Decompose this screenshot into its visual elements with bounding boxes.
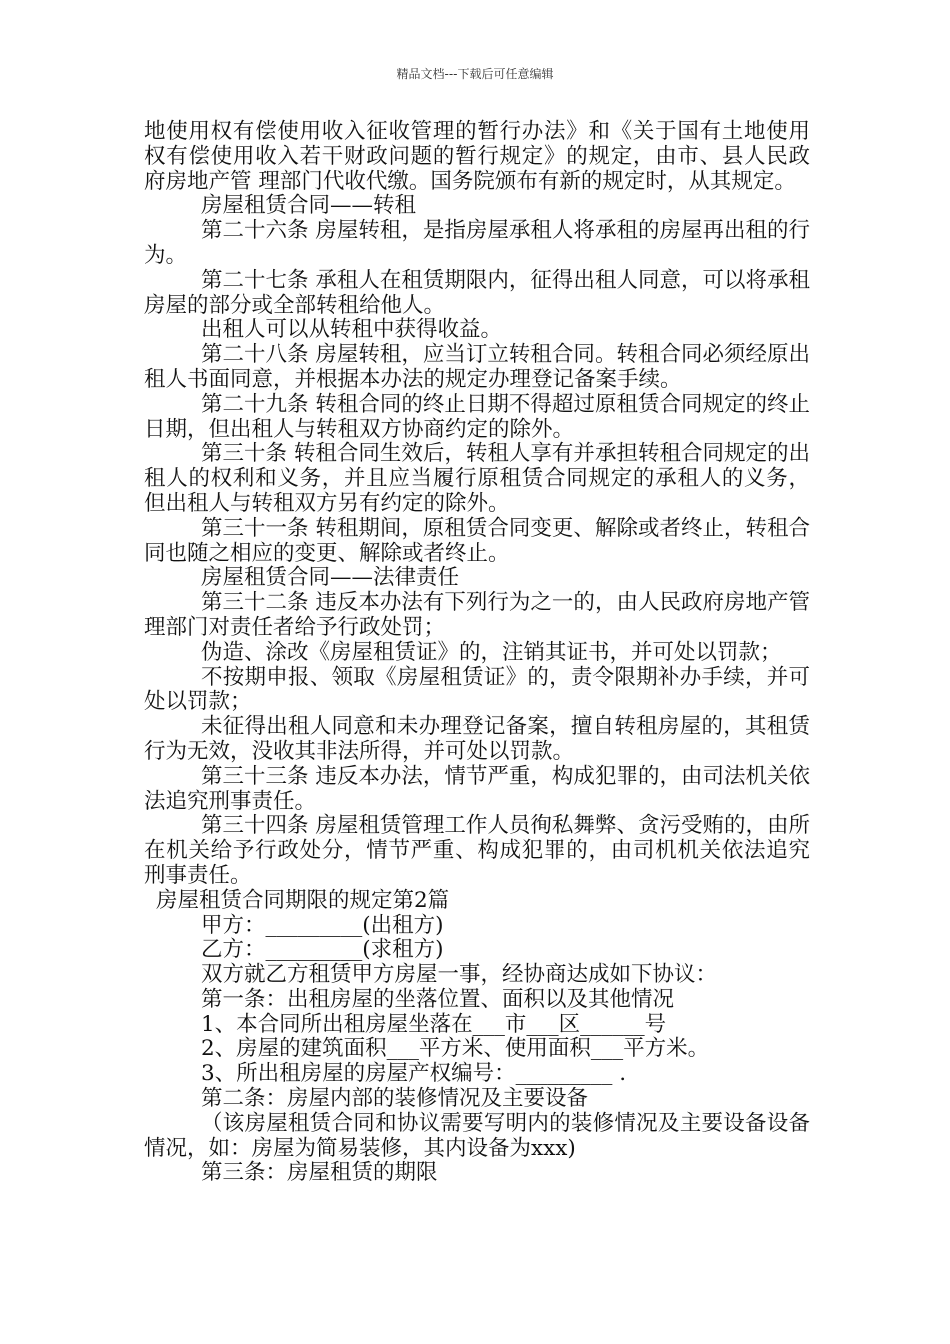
paragraph: 地使用权有偿使用收入征收管理的暂行办法》和《关于国有土地使用权有偿使用收入若干财政问题的暂行规定》的规定，由市、县人民政府房地产管 理部门代收代缴。国务院颁布有新的规定时，从其规定。: [144, 119, 810, 194]
article-heading: 第二条：房屋内部的装修情况及主要设备: [201, 1086, 589, 1112]
clause-item: 2、房屋的建筑面积___平方米、使用面积___平方米。: [201, 1036, 710, 1062]
paragraph: 出租人可以从转租中获得收益。: [201, 317, 503, 343]
clause-item: 1、本合同所出租房屋坐落在___市___区______号: [201, 1011, 667, 1037]
paragraph: 第二十八条 房屋转租，应当订立转租合同。转租合同必须经原出租人书面同意，并根据本办法的规定办理登记备案手续。: [144, 342, 810, 392]
paragraph: 第三十二条 违反本办法有下列行为之一的，由人民政府房地产管理部门对责任者给予行政处罚；: [144, 590, 810, 640]
paragraph: 第三十三条 违反本办法，情节严重，构成犯罪的，由司法机关依法追究刑事责任。: [144, 763, 810, 814]
clause-item: 3、所出租房屋的房屋产权编号：_________ .: [201, 1061, 627, 1087]
party-b-line: 乙方：_________(求租方): [201, 937, 444, 963]
paragraph: 第三十一条 转租期间，原租赁合同变更、解除或者终止，转租合同也随之相应的变更、解除或者终止。: [144, 515, 810, 566]
agreement-intro: 双方就乙方租赁甲方房屋一事，经协商达成如下协议：: [201, 962, 718, 988]
article-heading: 第三条：房屋租赁的期限: [201, 1160, 438, 1186]
paragraph: 第三十四条 房屋租赁管理工作人员徇私舞弊、贪污受贿的，由所在机关给予行政处分，情节严重、构成犯罪的，由司机机关依法追究刑事责任。: [144, 813, 810, 888]
document-body: [144, 120, 810, 1186]
section-heading: 房屋租赁合同——转租: [201, 193, 417, 219]
paragraph: 第三十条 转租合同生效后，转租人享有并承担转租合同规定的出租人的权利和义务，并且应当履行原租赁合同规定的承租人的义务，但出租人与转租双方另有约定的除外。: [144, 441, 810, 516]
paragraph: 伪造、涂改《房屋租赁证》的，注销其证书，并可处以罚款；: [201, 639, 782, 665]
paragraph: 不按期申报、领取《房屋租赁证》的，责令限期补办手续，并可处以罚款；: [144, 664, 810, 715]
paragraph: 未征得出租人同意和未办理登记备案，擅自转租房屋的，其租赁行为无效，没收其非法所得，并可处以罚款。: [144, 714, 810, 764]
section-heading: 房屋租赁合同——法律责任: [201, 565, 460, 591]
document-subtitle: 房屋租赁合同期限的规定第2篇: [156, 887, 450, 913]
paragraph: 第二十九条 转租合同的终止日期不得超过原租赁合同规定的终止日期，但出租人与转租双方协商约定的除外。: [144, 391, 810, 442]
article-heading: 第一条：出租房屋的坐落位置、面积以及其他情况: [201, 986, 675, 1012]
party-a-line: 甲方：_________(出租方): [201, 912, 444, 938]
paragraph: （该房屋租赁合同和协议需要写明内的装修情况及主要设备设备情况，如：房屋为简易装修，其内设备为xxx): [144, 1110, 810, 1161]
paragraph: 第二十七条 承租人在租赁期限内，征得出租人同意，可以将承租房屋的部分或全部转租给他人。: [144, 267, 810, 318]
paragraph: 第二十六条 房屋转租，是指房屋承租人将承租的房屋再出租的行为。: [144, 218, 810, 268]
page-header: 精品文档---下载后可任意编辑: [396, 67, 554, 81]
